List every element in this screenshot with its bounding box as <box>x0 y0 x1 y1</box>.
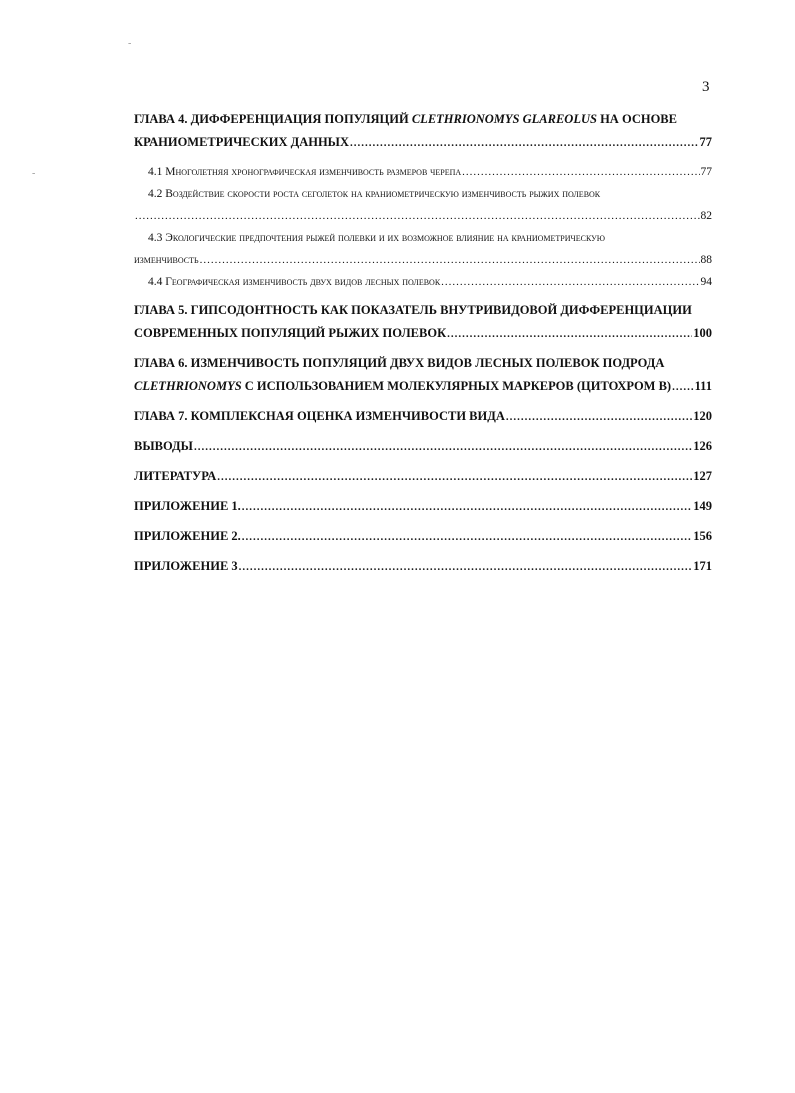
toc-entry-title: 4.4 Географическая изменчивость двух видов лесных полевок <box>148 276 441 288</box>
toc-entry-title: НА ОСНОВЕ <box>596 112 677 126</box>
dot-leader <box>200 249 700 271</box>
toc-entry-literature[interactable] <box>134 465 712 489</box>
dot-leader <box>672 376 694 399</box>
toc-entry-title: ПРИЛОЖЕНИЕ 1. <box>134 499 241 513</box>
toc-page-number: 127 <box>693 469 712 483</box>
toc-entry-title: 4.3 Экологические предпочтения рыжей полевки и их возможное влияние на краниометрическую <box>148 232 606 244</box>
dot-leader <box>135 205 700 227</box>
toc-entry-title: С ИСПОЛЬЗОВАНИЕМ МОЛЕКУЛЯРНЫХ МАРКЕРОВ (ЦИТОХРОМ B) <box>241 379 672 393</box>
toc-page-number: 111 <box>694 379 712 393</box>
dot-leader <box>194 436 692 459</box>
toc-entry-appendix-2[interactable] <box>134 525 712 549</box>
toc-entry-section-4-4[interactable] <box>134 271 712 293</box>
dot-leader <box>217 466 692 489</box>
toc-page-number: 120 <box>693 409 712 423</box>
toc-entry-section-4-3[interactable] <box>134 227 712 271</box>
toc-entry-appendix-3[interactable] <box>134 555 712 579</box>
toc-entry-title: ГЛАВА 7. КОМПЛЕКСНАЯ ОЦЕНКА ИЗМЕНЧИВОСТИ ВИДА <box>134 409 505 423</box>
dot-leader <box>350 132 699 155</box>
toc-page-number: 77 <box>700 166 712 178</box>
toc-page-number: 100 <box>693 326 712 340</box>
toc-entry-chapter-7[interactable] <box>134 405 712 429</box>
toc-entry-chapter-6[interactable] <box>134 352 712 399</box>
toc-entry-title: ГЛАВА 5. ГИПСОДОНТНОСТЬ КАК ПОКАЗАТЕЛЬ ВНУТРИВИДОВОЙ ДИФФЕРЕНЦИАЦИИ <box>134 303 692 317</box>
toc-entry-chapter-4[interactable] <box>134 108 712 155</box>
toc-page-number: 82 <box>700 210 712 222</box>
dot-leader <box>242 496 692 519</box>
toc-entry-title-italic: CLETHRIONOMYS GLAREOLUS <box>411 112 597 126</box>
toc-entry-section-4-1[interactable] <box>134 161 712 183</box>
toc-entry-conclusions[interactable] <box>134 435 712 459</box>
toc-entry-title: 4.1 Многолетняя хронографическая изменчивость размеров черепа <box>148 166 462 178</box>
toc-page-number: 149 <box>693 499 712 513</box>
toc-page-number: 126 <box>693 439 712 453</box>
toc-page-number: 77 <box>699 135 712 149</box>
toc-page-number: 94 <box>700 276 712 288</box>
toc-entry-title: ГЛАВА 6. ИЗМЕНЧИВОСТЬ ПОПУЛЯЦИЙ ДВУХ ВИДОВ ЛЕСНЫХ ПОЛЕВОК ПОДРОДА <box>134 356 665 370</box>
toc-entry-title: ВЫВОДЫ <box>134 439 193 453</box>
toc-entry-title: ГЛАВА 4. ДИФФЕРЕНЦИАЦИЯ ПОПУЛЯЦИЙ <box>134 112 412 126</box>
toc-entry-title: КРАНИОМЕТРИЧЕСКИХ ДАННЫХ <box>134 135 349 149</box>
dot-leader <box>441 271 699 293</box>
dot-leader <box>506 406 692 429</box>
dot-leader <box>242 526 692 549</box>
toc-entry-appendix-1[interactable] <box>134 495 712 519</box>
toc-page-number: 171 <box>693 559 712 573</box>
toc-entry-section-4-2[interactable] <box>134 183 712 227</box>
toc-page-number: 156 <box>693 529 712 543</box>
toc-entry-title: изменчивость <box>134 254 199 266</box>
toc-entry-chapter-5[interactable] <box>134 299 712 346</box>
toc-entry-title: ПРИЛОЖЕНИЕ 3 <box>134 559 238 573</box>
toc-entry-title: ПРИЛОЖЕНИЕ 2. <box>134 529 241 543</box>
toc-entry-title: СОВРЕМЕННЫХ ПОПУЛЯЦИЙ РЫЖИХ ПОЛЕВОК <box>134 326 447 340</box>
dot-leader <box>462 161 699 183</box>
scan-speck: - <box>32 168 36 179</box>
toc-entry-title: ЛИТЕРАТУРА <box>134 469 217 483</box>
toc-page-number: 88 <box>700 254 712 266</box>
scan-speck: - <box>128 38 132 49</box>
table-of-contents <box>134 108 712 579</box>
toc-entry-title-italic: CLETHRIONOMYS <box>134 379 242 393</box>
page-number: 3 <box>702 79 710 95</box>
dot-leader <box>239 556 693 579</box>
dot-leader <box>447 323 692 346</box>
toc-entry-title: 4.2 Воздействие скорости роста сеголеток на краниометрическую изменчивость рыжих полевок <box>148 188 601 200</box>
